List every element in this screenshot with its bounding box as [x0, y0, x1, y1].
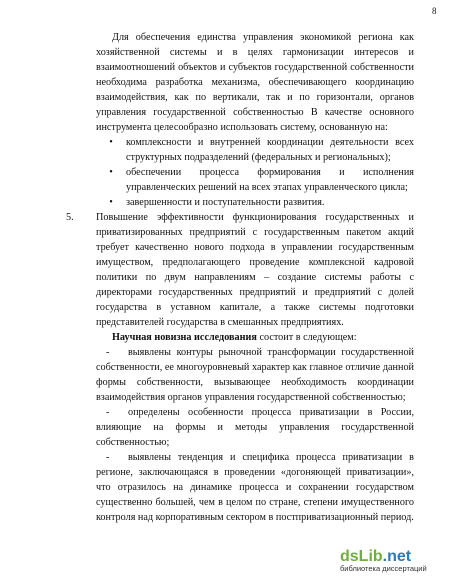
novelty-rest-text: состоит в следующем: [256, 332, 357, 343]
dash-mark: - [106, 407, 110, 418]
dash-text: выявлены контуры рыночной трансформации государственной собственности, ее многоуровневый характер как главное отличие данной формы собственности, вызывающее необходимость координации взаимодействия органов управления государственной собственностью; [96, 347, 414, 403]
dash-item [96, 405, 414, 450]
logo-main: dsLib [340, 548, 383, 565]
bullet-item [96, 195, 414, 210]
document-body [66, 30, 414, 525]
dash-item [96, 450, 414, 525]
paragraph-coordination: Для обеспечения единства управления экономикой региона как хозяйственной системы и в целях гармонизации интересов и взаимоотношений объектов и субъектов государственной собственности необходима разработка механизма, обеспечивающего координацию взаимодействия, как по вертикали, так и по горизонтали, органов управления государственной собственностью В качестве основного инструмента целесообразно использовать систему, основанную на: [96, 32, 414, 133]
bullet-text: комплексности и внутренней координации деятельности всех структурных подразделений (федеральных и региональных); [126, 137, 414, 163]
watermark-subtitle: библиотека диссертаций [340, 564, 427, 573]
bullet-mark: • [109, 167, 113, 178]
item-number: 5. [66, 212, 74, 223]
numbered-item-5 [66, 210, 414, 330]
novelty-bold-text: Научная новизна исследования [112, 332, 257, 343]
item-text: Повышение эффективности функционирования государственных и приватизированных предприятий с государственным пакетом акций требует качественно нового подхода в управлении государственным имуществом, предполагающего проведение комплексной кадровой политики по двум направлениям – создание системы работы с директорами государственных предприятий и предприятий с долей государства в уставном капитале, а также системы подготовки представителей государства в смешанных предприятиях. [96, 212, 414, 328]
logo-tld: .net [382, 548, 412, 565]
dash-mark: - [106, 347, 110, 358]
dash-text: выявлены тенденция и специфика процесса приватизации в регионе, заключающаяся в проведении «догоняющей приватизации», что отразилось на динамике процесса и сохранении государством существенно большей, чем в целом по стране, степени имущественного контроля над корпоративным сектором в постприватизационный период. [96, 452, 414, 523]
bullet-mark: • [109, 137, 113, 148]
bullet-text: обеспечении процесса формирования и исполнения управленческих решений на всех этапах управленческого цикла; [126, 167, 414, 193]
bullet-item [96, 165, 414, 195]
dash-mark: - [106, 452, 110, 463]
page-number: 8 [432, 6, 437, 16]
dash-item [96, 345, 414, 405]
dash-text: определены особенности процесса приватизации в России, влияющие на формы и методы управления государственной собственностью; [96, 407, 414, 448]
bullet-mark: • [109, 197, 113, 208]
novelty-heading [96, 330, 414, 345]
bullet-text: завершенности и поступательности развития. [126, 197, 325, 208]
bullet-item [96, 135, 414, 165]
watermark-logo[interactable] [340, 548, 450, 582]
